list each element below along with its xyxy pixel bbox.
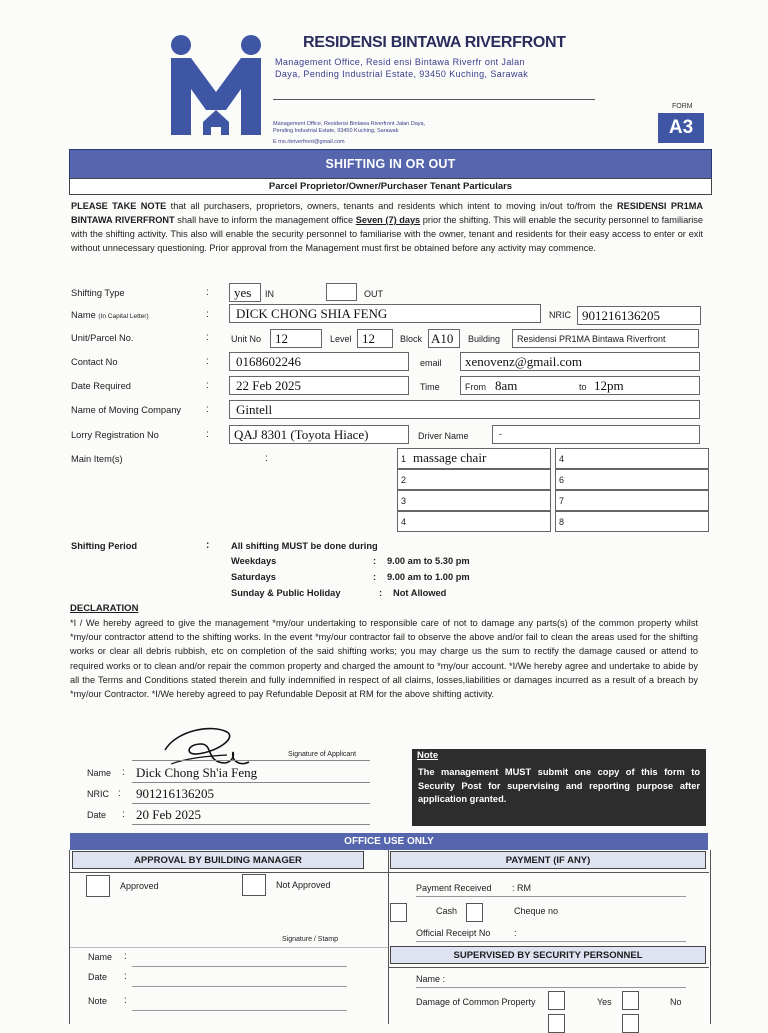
note-title: Note <box>417 750 439 761</box>
item-number: 1 <box>401 454 407 464</box>
form-label: FORM <box>672 103 693 110</box>
sig-name-value: Dick Chong Sh'ia Feng <box>136 765 258 780</box>
to-label: to <box>579 382 587 392</box>
shift-out-field[interactable] <box>326 283 357 301</box>
out-label: OUT <box>364 289 383 299</box>
org-address-line: Daya, Pending Industrial Estate, 93450 Kuching, Sarawak <box>275 69 529 79</box>
approval-name-label: Name <box>88 952 113 962</box>
approval-name-line <box>132 966 347 967</box>
item-number: 2 <box>401 475 407 485</box>
cash-label: Cash <box>436 906 458 916</box>
colon: : <box>206 404 209 415</box>
form-code-badge: A3 <box>658 113 704 143</box>
approval-note-label: Note <box>88 996 108 1006</box>
cheque-checkbox[interactable] <box>466 903 483 922</box>
colon: : <box>379 588 383 598</box>
driver-label: Driver Name <box>418 431 469 441</box>
lorry-field[interactable]: QAJ 8301 (Toyota Hiace) <box>229 425 409 444</box>
nric-label: NRIC <box>549 310 571 320</box>
cash-checkbox[interactable] <box>390 903 407 922</box>
shifting-period-label: Shifting Period <box>71 541 138 551</box>
form-title: SHIFTING IN OR OUT <box>69 149 712 179</box>
item-cell[interactable] <box>555 490 709 511</box>
period-intro: All shifting MUST be done during <box>231 541 378 551</box>
payment-received-label: Payment Received <box>416 883 492 893</box>
payment-rm: : RM <box>512 883 531 893</box>
notice-lead: PLEASE TAKE NOTE <box>71 201 167 211</box>
lorry-label: Lorry Registration No <box>71 430 159 440</box>
supervised-rule <box>389 967 709 968</box>
item-cell[interactable] <box>397 469 551 490</box>
colon: : <box>514 928 517 938</box>
notice-text: that all purchasers, proprietors, owners, tenants and residents which intent to moving in/out to/from the <box>166 201 617 211</box>
unit-no-label: Unit No <box>231 334 262 344</box>
damage-label: Damage of Common Property <box>416 997 536 1007</box>
sunday-value: Not Allowed <box>393 588 447 598</box>
office-frame <box>69 850 711 1024</box>
weekdays-value: 9.00 am to 5.30 pm <box>387 556 470 566</box>
org-small-line: Management Office, Residensi Bintawa Riverfront Jalan Daya, <box>273 121 426 127</box>
level-label: Level <box>330 334 352 344</box>
approved-checkbox[interactable] <box>86 875 110 897</box>
note-text: The management MUST submit one copy of this form to Security Post for supervising and reporting purpose after application granted. <box>418 767 700 804</box>
declaration-title: DECLARATION <box>70 603 139 614</box>
colon: : <box>373 556 377 566</box>
moving-company-label: Name of Moving Company <box>71 405 182 415</box>
payment-rule <box>389 872 709 873</box>
sig-name-label: Name <box>87 768 112 778</box>
shifting-type-label: Shifting Type <box>71 288 125 298</box>
item-cell[interactable] <box>397 448 551 469</box>
name-line <box>132 782 370 783</box>
org-address <box>275 56 605 80</box>
org-small-line: Pending Industrial Estate, 93450 Kuching, Sarawak <box>273 128 399 134</box>
colon: : <box>206 356 209 367</box>
date-line <box>132 824 370 825</box>
payment-line <box>416 896 686 897</box>
colon: : <box>265 453 268 464</box>
not-approved-checkbox[interactable] <box>242 874 266 896</box>
header-divider <box>273 99 595 100</box>
email-label: email <box>420 358 442 368</box>
item-number: 4 <box>559 454 565 464</box>
main-items-label: Main Item(s) <box>71 454 123 464</box>
block-label: Block <box>400 334 423 344</box>
building-field[interactable]: Residensi PR1MA Bintawa Riverfront <box>512 329 699 348</box>
approval-header: APPROVAL BY BUILDING MANAGER <box>72 851 364 869</box>
from-label: From <box>465 382 486 392</box>
colon: : <box>206 540 210 551</box>
unit-label: Unit/Parcel No. <box>71 333 134 343</box>
sup-name-label: Name : <box>416 974 446 984</box>
notice-text: shall have to inform the management office <box>174 215 356 225</box>
unit-no-field[interactable]: 12 <box>270 329 322 348</box>
damage-no-checkbox[interactable] <box>622 991 639 1010</box>
sunday-label: Sunday & Public Holiday <box>231 588 341 598</box>
time-field[interactable] <box>460 376 700 395</box>
org-small-address <box>273 121 513 135</box>
supervised-header: SUPERVISED BY SECURITY PERSONNEL <box>390 946 706 964</box>
org-email: E mo.rbriverfront@gmail.com <box>273 139 345 145</box>
moving-company-field[interactable]: Gintell <box>229 400 700 419</box>
receipt-label: Official Receipt No <box>416 928 491 938</box>
item-number: 7 <box>559 496 565 506</box>
yes-label: Yes <box>597 997 612 1007</box>
sig-date-value: 20 Feb 2025 <box>136 807 201 822</box>
item-cell[interactable] <box>397 511 551 532</box>
sup-name-line <box>416 987 686 988</box>
sig-date-label: Date <box>87 810 107 820</box>
item-cell[interactable] <box>555 448 709 469</box>
colon: : <box>124 995 127 1006</box>
saturdays-label: Saturdays <box>231 572 276 582</box>
approval-date-label: Date <box>88 972 108 982</box>
declaration-text: *I / We hereby agreed to give the management *my/our undertaking to responsible care of not to damage any parts(s) of the common property whilst *my/our contractor attend to the shifting works. In the event *my/our contractor fail to observe the above and/or fail to clean the areas used for the shifting works or clear all debris rubbish, etc on completion of the said shifting works; you may charge us the sum to rectify the damage caused or attend to required works or to clean and/or repair the common property and charged the amount to *my/our account. *I/We hereby agree and undertake to abide by all the Terms and Conditions stated therein and fully indemnified in respect of all claims, losses,liabilities or damages incurred as a result of a breach by *my/our Contractor. *I/We hereby agreed to pay Refundable Deposit at RM for the above shifting activity. <box>70 618 698 700</box>
notice-text: prior the shifting. This will enable the security personnel to familiarise with the shifting activity. This also will enable the security personnel to familiarise with the owner, tenant and residents for their easy access to enter or exit without unnecessary questioning. Prior approval from the Management must first be obtained before any activity may commence. <box>71 215 703 253</box>
colon: : <box>122 809 125 820</box>
colon: : <box>206 429 209 440</box>
colon: : <box>124 971 127 982</box>
approval-note-line <box>132 1010 347 1011</box>
sig-nric-value: 901216136205 <box>136 786 214 801</box>
colon: : <box>124 951 127 962</box>
notice-residence: RESIDENSI PR1MA BINTAWA RIVERFRONT <box>71 201 703 225</box>
notice-days: Seven (7) days <box>355 215 421 225</box>
stamp-rule <box>70 947 388 948</box>
block-field[interactable]: A10 <box>428 329 460 348</box>
colon: : <box>118 788 121 799</box>
note-box <box>412 749 706 826</box>
in-label: IN <box>265 289 274 299</box>
time-label: Time <box>420 382 440 392</box>
receipt-line <box>416 941 686 942</box>
name-label <box>71 310 149 320</box>
colon: : <box>206 309 209 320</box>
applicant-name-field[interactable]: DICK CHONG SHIA FENG <box>229 304 541 323</box>
level-field[interactable]: 12 <box>357 329 393 348</box>
item-value: massage chair <box>413 450 487 465</box>
colon: : <box>122 767 125 778</box>
approval-rule <box>70 872 388 873</box>
office-use-bar: OFFICE USE ONLY <box>70 833 708 850</box>
item-cell[interactable] <box>555 469 709 490</box>
colon: : <box>206 287 209 298</box>
payment-header: PAYMENT (IF ANY) <box>390 851 706 869</box>
name-label-text: Name <box>71 310 96 320</box>
item-number: 6 <box>559 475 565 485</box>
residence-logo <box>168 34 264 138</box>
approved-label: Approved <box>120 881 159 891</box>
not-approved-label: Not Approved <box>276 880 331 890</box>
no-label: No <box>670 997 682 1007</box>
approval-date-line <box>132 986 347 987</box>
shift-in-field[interactable]: yes <box>229 283 261 302</box>
cheque-label: Cheque no <box>514 906 559 916</box>
signature-line <box>132 760 370 761</box>
item-number: 3 <box>401 496 407 506</box>
date-required-label: Date Required <box>71 381 131 391</box>
nric-field[interactable]: 901216136205 <box>577 306 701 325</box>
office-divider <box>388 850 389 1024</box>
nric-line <box>132 803 370 804</box>
sig-stamp-label: Signature / Stamp <box>282 936 339 943</box>
notice-paragraph <box>71 199 703 255</box>
weekdays-label: Weekdays <box>231 556 277 566</box>
org-name: RESIDENSI BINTAWA RIVERFRONT <box>303 34 566 51</box>
contact-field[interactable]: 0168602246 <box>229 352 409 371</box>
to-value: 12pm <box>594 378 624 393</box>
date-required-field[interactable]: 22 Feb 2025 <box>229 376 409 395</box>
driver-field[interactable]: - <box>492 425 700 444</box>
item-cell[interactable] <box>555 511 709 532</box>
item-cell[interactable] <box>397 490 551 511</box>
name-hint: (In Capital Letter) <box>98 313 149 320</box>
building-label: Building <box>468 334 501 344</box>
saturdays-value: 9.00 am to 1.00 pm <box>387 572 470 582</box>
form-subtitle: Parcel Proprietor/Owner/Purchaser Tenant Particulars <box>69 178 712 195</box>
item-number: 8 <box>559 517 565 527</box>
colon: : <box>206 332 209 343</box>
damage-yes-checkbox[interactable] <box>548 991 565 1010</box>
org-address-line: Management Office, Resid ensi Bintawa Riverfr ont Jalan <box>275 57 525 67</box>
item-number: 4 <box>401 517 407 527</box>
email-field[interactable]: xenovenz@gmail.com <box>460 352 700 371</box>
signature-label: Signature of Applicant <box>288 751 357 758</box>
from-value: 8am <box>495 378 518 393</box>
colon: : <box>206 380 209 391</box>
sig-nric-label: NRIC <box>87 789 109 799</box>
contact-label: Contact No <box>71 357 118 367</box>
colon: : <box>373 572 377 582</box>
